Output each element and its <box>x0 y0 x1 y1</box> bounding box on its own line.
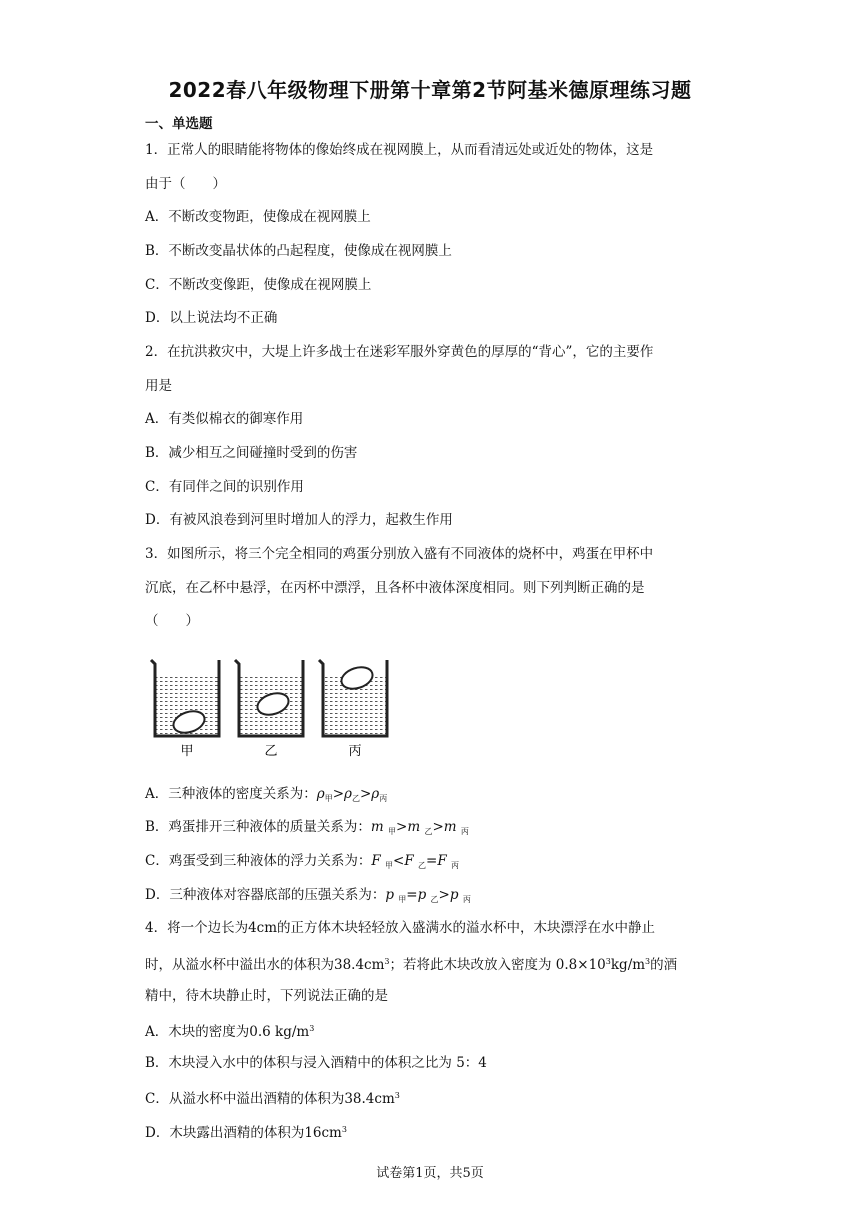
q1-option-c: C．不断改变像距，使像成在视网膜上 <box>145 277 372 293</box>
q3-option-c: C．鸡蛋受到三种液体的浮力关系为：F $_甲$<F $_乙$=F $_丙$ <box>145 853 459 870</box>
q4-stem-line2: 时，从溢水杯中溢出水的体积为$38.4cm^3$；若将此木块改放入密度为 $0.8\times 10^3kg/m^3$的酒 <box>145 957 678 973</box>
q2-stem-line2: 用是 <box>145 378 172 394</box>
beaker-jia <box>151 660 219 736</box>
q3-option-a: A．三种液体的密度关系为：$\rho_甲>\rho_乙>\rho_丙$ <box>145 786 388 803</box>
q1-option-b: B．不断改变晶状体的凸起程度，使像成在视网膜上 <box>145 243 452 259</box>
section-heading: 一、单选题 <box>145 116 213 132</box>
page-footer: 试卷第1页，共5页 <box>376 1166 484 1181</box>
q1-option-d: D．以上说法均不正确 <box>145 310 278 326</box>
q4-option-b: B．木块浸入水中的体积与浸入酒精中的体积之比为 5：4 <box>145 1055 487 1071</box>
q3-stem-line1: 3．如图所示，将三个完全相同的鸡蛋分别放入盛有不同液体的烧杯中，鸡蛋在甲杯中 <box>145 546 654 562</box>
q4-stem-line3: 精中，待木块静止时，下列说法正确的是 <box>145 988 388 1004</box>
page-title: 2022春八年级物理下册第十章第2节阿基米德原理练习题 <box>168 78 692 102</box>
q2-option-d: D．有被风浪卷到河里时增加人的浮力，起救生作用 <box>145 512 453 528</box>
q3-option-d: D．三种液体对容器底部的压强关系为：p $_甲$=p $_乙$>p $_丙$ <box>145 887 471 904</box>
beaker-yi <box>235 660 303 736</box>
q4-option-c: C．从溢水杯中溢出酒精的体积为$38.4cm^3$ <box>145 1091 400 1107</box>
q2-option-a: A．有类似棉衣的御寒作用 <box>145 411 304 427</box>
q2-stem-line1: 2．在抗洪救灾中，大堤上许多战士在迷彩军服外穿黄色的厚厚的“背心”，它的主要作 <box>145 344 654 360</box>
q4-option-a: A．木块的密度为0.6 $kg/m^3$ <box>145 1024 315 1040</box>
q1-stem-line1: 1．正常人的眼睛能将物体的像始终成在视网膜上，从而看清远处或近处的物体，这是 <box>145 142 654 158</box>
beakers-figure <box>145 652 405 762</box>
fig-label-bing: 丙 <box>348 744 362 759</box>
fig-label-jia: 甲 <box>180 744 194 759</box>
q3-stem-line2: 沉底，在乙杯中悬浮，在丙杯中漂浮，且各杯中液体深度相同。则下列判断正确的是 <box>145 580 645 596</box>
q3-option-b: B．鸡蛋排开三种液体的质量关系为：m $_甲$>m $_乙$>m $_丙$ <box>145 819 469 836</box>
q1-option-a: A．不断改变物距，使像成在视网膜上 <box>145 209 371 225</box>
q4-option-d: D．木块露出酒精的体积为$16cm^3$ <box>145 1125 347 1141</box>
fig-label-yi: 乙 <box>264 744 278 759</box>
q2-option-b: B．减少相互之间碰撞时受到的伤害 <box>145 445 358 461</box>
beaker-bing <box>319 660 387 736</box>
q2-option-c: C．有同伴之间的识别作用 <box>145 479 304 495</box>
q4-stem-line1: 4．将一个边长为4cm的正方体木块轻轻放入盛满水的溢水杯中，木块漂浮在水中静止 <box>145 920 656 936</box>
q3-stem-line3: （ ） <box>145 613 199 629</box>
q1-stem-line2: 由于（ ） <box>145 176 226 192</box>
